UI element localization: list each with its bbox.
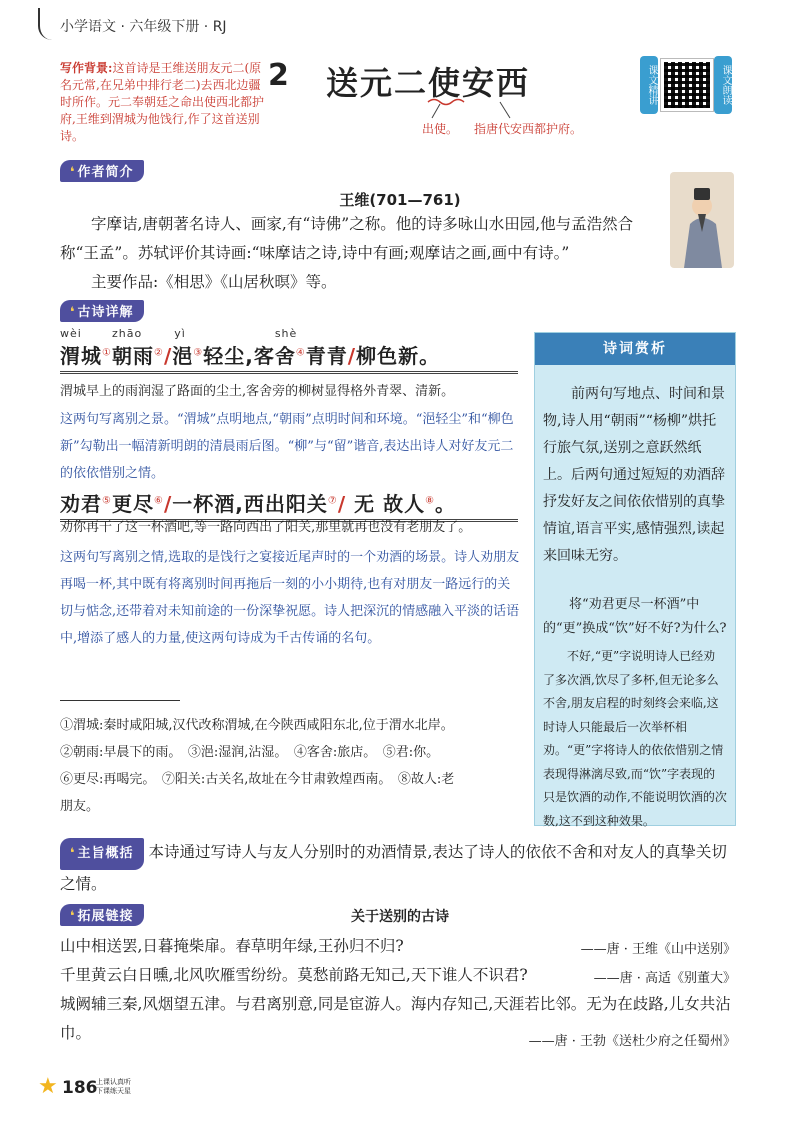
- extend-source-1: ——唐 · 王维《山中送别》: [580, 942, 736, 957]
- lesson-number: 2: [268, 58, 289, 93]
- poem-line-1: wèi 渭城① zhāo 朝雨②/ yì 浥③轻尘,客 shè 舍④青青/柳色新。: [60, 340, 518, 374]
- notes-divider: [60, 700, 180, 701]
- author-works: 主要作品:《相思》《山居秋暝》等。: [91, 273, 337, 291]
- line2-analysis: 这两句写离别之情,选取的是饯行之宴接近尾声时的一个劝酒的场景。诗人劝朋友再喝一杯,其中既有将离别时间再拖后一刻的小小期待,也有对朋友一路远行的关切与惦念,还带着对未知前途的一份深挚祝愿。诗人把深沉的情感融入平淡的话语中,增添了感人的力量,使这两句诗成为千古传诵的名句。: [60, 550, 520, 646]
- note-ref-6: ⑥: [153, 495, 164, 507]
- author-name: 王维(701—761): [339, 191, 461, 209]
- text-liuse: 柳色新。: [356, 344, 441, 368]
- extend-title: 关于送别的古诗: [351, 909, 449, 925]
- appreciation-sidebar: [534, 332, 736, 826]
- extend-poem-1: 山中相送罢,日暮掩柴扉。春草明年绿,王孙归不归?: [60, 937, 404, 955]
- author-section-label: 作者简介: [77, 165, 134, 180]
- page-number: 186: [62, 1078, 98, 1098]
- writing-background: [60, 60, 266, 145]
- background-text: 这首诗是王维送朋友元二(原名元常,在兄弟中排行老二)去西北边疆时所作。元二奉朝廷之命出使西北都护府,王维到渭城为他饯行,作了这首送别诗。: [60, 61, 265, 143]
- poem-section-label: 古诗详解: [77, 305, 134, 320]
- theme-tag: [60, 838, 144, 870]
- text-she: 舍: [274, 344, 296, 368]
- slogan-line-1: 上课认真听: [96, 1078, 131, 1086]
- footer-slogan: [96, 1078, 131, 1096]
- word-zhaoyu: [111, 327, 154, 368]
- author-bio: 字摩诘,唐朝著名诗人、画家,有“诗佛”之称。他的诗多咏山水田园,他与孟浩然合称“王孟”。苏轼评价其诗画:“味摩诘之诗,诗中有画;观摩诘之画,画中有诗。”: [60, 215, 634, 262]
- pinyin-she: shè: [274, 327, 298, 340]
- text-period: 。: [435, 492, 457, 516]
- tag-hook-icon: ❛: [70, 909, 76, 924]
- text-yibeijiu: 一杯酒,西出阳: [172, 492, 307, 516]
- note-ref-7: ⑦: [327, 495, 338, 507]
- note-ref-5: ⑤: [102, 495, 112, 507]
- book-header: 小学语文 · 六年级下册 · RJ: [60, 19, 227, 35]
- text-guan: 关: [306, 492, 328, 516]
- word-yi: [172, 327, 194, 368]
- sidebar-paragraph-1: 前两句写地点、时间和景物,诗人用“朝雨”“杨柳”烘托行旅气氛,送别之意跃然纸上。后两句通过短短的劝酒辞抒发好友之间依依惜别的真挚情谊,语言平实,感情强烈,读起来回味无穷。: [543, 386, 725, 564]
- slogan-line-2: 下课练天星: [96, 1087, 131, 1095]
- text-wuguren: 无 故人: [354, 492, 426, 516]
- qr-label-right: 课文朗读: [714, 56, 732, 114]
- footnote-line: ①渭城:秦时咸阳城,汉代改称渭城,在今陕西咸阳东北,位于渭水北岸。: [60, 718, 454, 733]
- note-ref-3: ③: [193, 347, 204, 359]
- footnote-line: 朋友。: [60, 799, 100, 814]
- sidebar-title: 诗词赏析: [535, 333, 735, 365]
- author-portrait: [670, 172, 734, 268]
- note-ref-8: ⑧: [425, 495, 436, 507]
- extend-source-2: ——唐 · 高适《别董大》: [593, 971, 736, 986]
- lesson-title: 送元二使安西: [326, 64, 531, 102]
- note-ref-2: ②: [153, 347, 164, 359]
- line1-analysis: 这两句写离别之景。“渭城”点明地点,“朝雨”点明时间和环境。“浥轻尘”和“柳色新”勾勒出一幅清新明朗的清晨雨后图。“柳”与“留”谐音,表达出诗人对好友元二的依依惜别之情。: [60, 412, 514, 481]
- pinyin-wei: wèi: [60, 327, 82, 340]
- footnote-line: ②朝雨:早晨下的雨。 ③浥:湿润,沾湿。 ④客舍:旅店。 ⑤君:你。: [60, 745, 440, 760]
- extend-source-3: ——唐 · 王勃《送杜少府之任蜀州》: [528, 1034, 736, 1049]
- qr-code[interactable]: [661, 59, 713, 111]
- footer-star-icon: ★: [38, 1074, 58, 1099]
- text-zhaoyu: 朝雨: [111, 344, 154, 368]
- pinyin-yi: yì: [174, 327, 186, 340]
- extend-section-label: 拓展链接: [77, 909, 134, 924]
- footnotes: [60, 712, 530, 820]
- line2-translation: 劝你再干了这一杯酒吧,等一路向西出了阳关,那里就再也没有老朋友了。: [60, 520, 472, 535]
- theme-summary: [60, 838, 740, 899]
- word-she: [274, 327, 298, 368]
- theme-text: 本诗通过写诗人与友人分别时的劝酒情景,表达了诗人的依依不舍和对友人的真挚关切之情。: [60, 843, 727, 893]
- footnote-line: ⑥更尽:再喝完。 ⑦阳关:古关名,故址在今甘肃敦煌西南。 ⑧故人:老: [60, 772, 455, 787]
- title-note-chu: 出使。: [422, 122, 459, 136]
- background-label: 写作背景:: [60, 61, 113, 75]
- word-weicheng: [60, 327, 102, 368]
- title-annotation-marks: [420, 96, 530, 122]
- note-ref-1: ①: [102, 347, 112, 359]
- sidebar-answer: 不好,“更”字说明诗人已经劝了多次酒,饮尽了多杯,但无论多么不舍,朋友启程的时刻终会来临,这时诗人只能最后一次举杯相劝。“更”字将诗人的依依惜别之情表现得淋漓尽致,而“饮”字表现的只是饮酒的动作,不能说明饮酒的次数,这不到这种效果。: [543, 649, 727, 828]
- pinyin-zhao: zhāo: [111, 327, 143, 340]
- author-section-tag: [60, 160, 144, 182]
- qr-label-left: 课文精讲: [640, 56, 658, 114]
- title-note-anxi: 指唐代安西都护府。: [474, 122, 583, 136]
- page-corner-line: [38, 8, 54, 40]
- tag-hook-icon: ❛: [70, 305, 76, 320]
- extend-poem-3: 城阙辅三秦,风烟望五津。与君离别意,同是宦游人。海内存知己,天涯若比邻。无为在歧路,儿女共沾巾。: [60, 995, 731, 1042]
- text-gengjin: 更尽: [111, 492, 154, 516]
- note-ref-4: ④: [295, 347, 306, 359]
- tag-hook-icon: ❛: [70, 846, 76, 861]
- text-weicheng: 渭城: [60, 344, 102, 368]
- sidebar-question: 将“劝君更尽一杯酒”中的“更”换成“饮”好不好?为什么?: [543, 597, 727, 636]
- poem-line-2: 劝君⑤更尽⑥/一杯酒,西出阳关⑦/ 无 故人⑧。: [60, 488, 518, 522]
- text-quanjun: 劝君: [60, 492, 102, 516]
- theme-label: 主旨概括: [77, 846, 134, 861]
- text-qingchen: 轻尘,客: [203, 344, 275, 368]
- line1-translation: 渭城早上的雨润湿了路面的尘土,客舍旁的柳树显得格外青翠、清新。: [60, 384, 455, 399]
- qr-block[interactable]: [640, 56, 732, 116]
- tag-hook-icon: ❛: [70, 165, 76, 180]
- text-qingqing: 青青: [305, 344, 348, 368]
- extend-poem-2: 千里黄云白日曛,北风吹雁雪纷纷。莫愁前路无知己,天下谁人不识君?: [60, 966, 528, 984]
- poem-section-tag: [60, 300, 144, 322]
- text-yi: 浥: [172, 344, 194, 368]
